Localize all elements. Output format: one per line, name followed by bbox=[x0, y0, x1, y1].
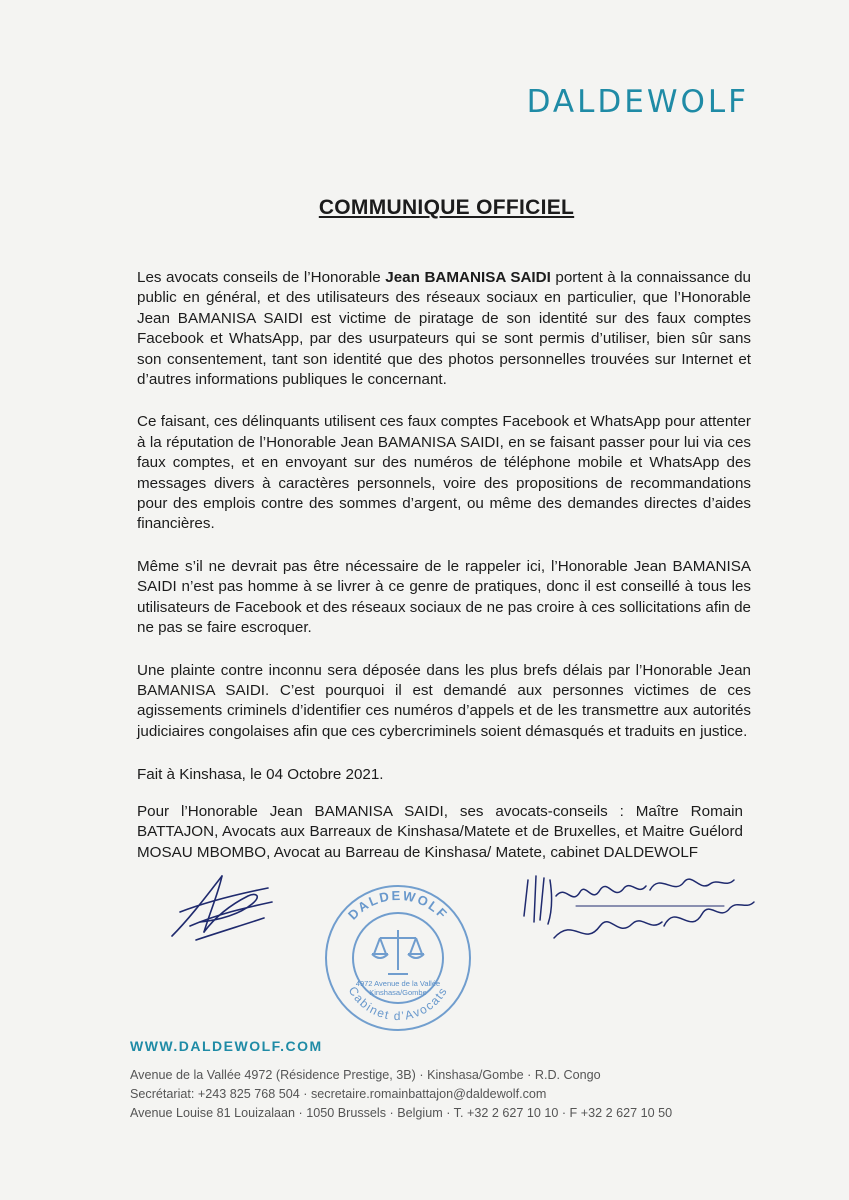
paragraph-4: Une plainte contre inconnu sera déposée dans les plus brefs délais par l’Honorable Jean BAMANISA SAIDI. C’est pourquoi il est demandé aux personnes victimes de ces agissements criminels d’identifier ces numéros d’appels et de les transmettre aux autorités judiciaires congolaises afin que ces cybercriminels soient démasqués et traduits en justice. bbox=[137, 661, 751, 740]
stamp-bottom-text: Cabinet d’Avocats bbox=[345, 983, 451, 1024]
date-line: Fait à Kinshasa, le 04 Octobre 2021. bbox=[137, 766, 384, 783]
client-name: Jean BAMANISA SAIDI bbox=[385, 269, 551, 286]
website-link[interactable]: WWW.DALDEWOLF.COM bbox=[130, 1038, 323, 1054]
svg-text:DALDEWOLF bbox=[345, 888, 451, 923]
official-stamp bbox=[318, 878, 478, 1038]
paragraph-1 bbox=[137, 268, 751, 390]
stamp-address-2: Kinshasa/Gombe bbox=[369, 988, 427, 997]
daldewolf-logo: DALDEWOLF bbox=[526, 84, 749, 120]
stamp-top-text: DALDEWOLF bbox=[344, 887, 452, 923]
document-title: COMMUNIQUE OFFICIEL bbox=[318, 196, 575, 219]
letter-body bbox=[137, 268, 751, 764]
signature-right bbox=[514, 866, 764, 956]
paragraph-1-rest: portent à la connaissance du public en général, et des utilisateurs des réseaux sociaux en particulier, que l’Honorable Jean BAMANISA SAIDI est victime de piratage de son identité sur des faux comptes Facebook et WhatsApp, par des usurpateurs qui se sont permis d’utiliser, bien sûr sans son consentement, tant son identité que des photos personnelles trouvées sur Internet et d’autres informations publiques le concernant. bbox=[137, 269, 752, 389]
paragraph-3: Même s’il ne devrait pas être nécessaire de le rappeler ici, l’Honorable Jean BAMANISA SAIDI n’est pas homme à se livrer à ce genre de pratiques, donc il est conseillé à tous les utilisateurs de Facebook et des réseaux sociaux de ne pas croire à ces sollicitations afin de ne pas se faire escroquer. bbox=[137, 557, 751, 637]
signatories-text: Pour l’Honorable Jean BAMANISA SAIDI, ses avocats-conseils : Maître Romain BATTAJON, Avocats aux Barreaux de Kinshasa/Matete et de Bruxelles, et Maitre Guélord MOSAU MBOMBO, Avocat au Barreau de Kinshasa/ Matete, cabinet DALDEWOLF bbox=[137, 803, 743, 861]
stamp-address-1: 4972 Avenue de la Vallée bbox=[355, 979, 441, 988]
footer-line-secretariat: Secrétariat: +243 825 768 504 · secretaire.romainbattajon@daldewolf.com bbox=[130, 1087, 547, 1101]
footer-line-brussels: Avenue Louise 81 Louizalaan · 1050 Brussels · Belgium · T. +32 2 627 10 10 · F +32 2 627 10 50 bbox=[130, 1106, 673, 1120]
footer-line-kinshasa: Avenue de la Vallée 4972 (Résidence Prestige, 3B) · Kinshasa/Gombe · R.D. Congo bbox=[130, 1068, 601, 1082]
paragraph-2: Ce faisant, ces délinquants utilisent ces faux comptes Facebook et WhatsApp pour attenter à la réputation de l’Honorable Jean BAMANISA SAIDI, en se faisant passer pour lui via ces faux comptes, et en envoyant sur des numéros de téléphone mobile et WhatsApp des messages divers à caractères personnels, voire des propositions de recommandations pour des emplois contre des sommes d’argent, ou même des demandes directes d’aides financières. bbox=[137, 413, 751, 533]
signature-left bbox=[160, 868, 280, 948]
paragraph-1-start: Les avocats conseils de l’Honorable bbox=[137, 269, 386, 286]
footer-address bbox=[130, 1066, 672, 1123]
